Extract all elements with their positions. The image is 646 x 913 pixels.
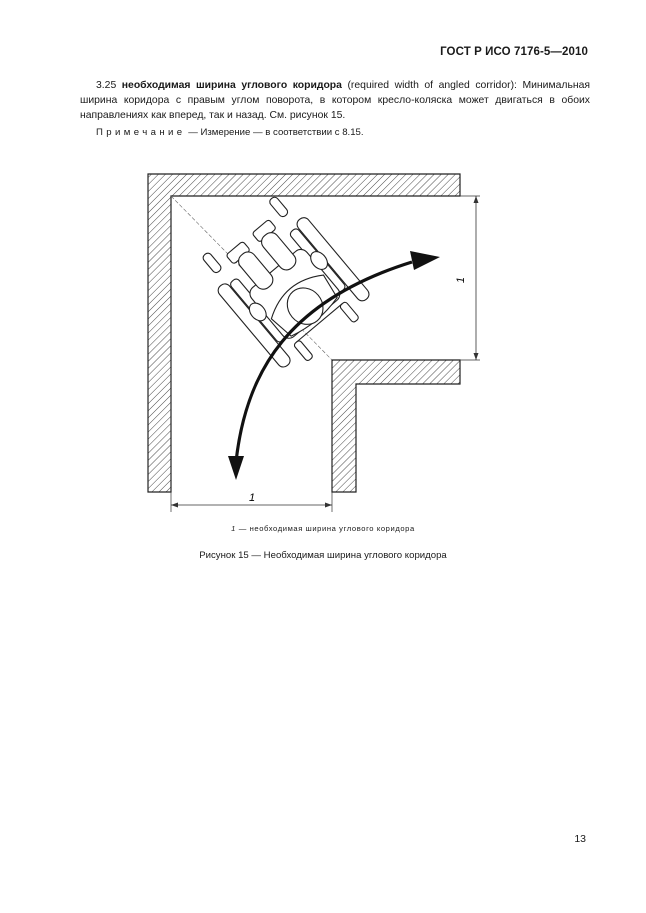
- term-english: (required width of angled corridor):: [347, 80, 517, 91]
- term-name: необходимая ширина углового коридора: [121, 80, 342, 91]
- corridor-diagram: [140, 165, 480, 515]
- note-text: — Измерение — в соответствии с 8.15.: [188, 127, 364, 138]
- arrowhead-right-icon: [410, 251, 440, 270]
- dimension-label-vertical: 1: [455, 276, 467, 284]
- term-definition: [80, 78, 590, 123]
- figure-legend: [0, 524, 646, 533]
- inner-wall: [332, 360, 460, 492]
- dimension-label-horizontal: 1: [248, 492, 256, 504]
- document-header: ГОСТ Р ИСО 7176-5—2010: [440, 46, 588, 58]
- wheelchair-icon: [194, 189, 378, 377]
- legend-number: 1: [231, 524, 236, 533]
- term-number: 3.25: [96, 80, 117, 91]
- figure-15: [140, 165, 480, 515]
- legend-text: — необходимая ширина углового коридора: [238, 524, 415, 533]
- note: [96, 127, 364, 138]
- page-number: 13: [574, 833, 586, 845]
- arrowhead-down-icon: [228, 456, 244, 480]
- note-label: Примечание: [96, 127, 186, 138]
- term-definition-text: Минимальная ширина коридора с правым углом поворота, в котором кресло-коляска может двигаться в обоих направлениях как вперед, так и назад. См. рисунок 15.: [80, 80, 591, 121]
- figure-caption: Рисунок 15 — Необходимая ширина углового коридора: [199, 550, 447, 561]
